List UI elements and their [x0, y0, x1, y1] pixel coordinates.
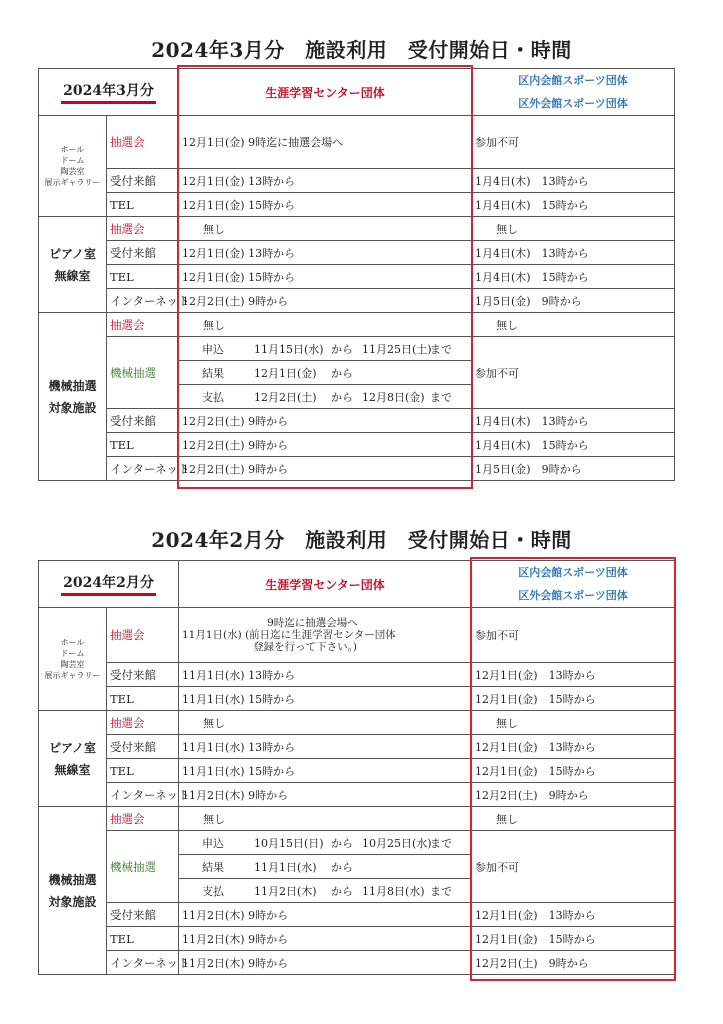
machine-date-to: 11月25日(土) [362, 342, 432, 356]
cell-col1: 無し [179, 807, 472, 831]
table-row [39, 927, 675, 951]
cell-col1 [179, 608, 472, 663]
table-row [39, 903, 675, 927]
group-name-line: 対象施設 [48, 894, 97, 909]
cell-col2: 12月1日(金) 13時から [472, 903, 675, 927]
group-name-line: 展示ギャラリー [44, 671, 101, 680]
row-label-tel: TEL [107, 193, 179, 217]
machine-date-from: 12月1日(金) [254, 366, 317, 380]
cell-col2: 無し [472, 313, 675, 337]
row-label-machine: 機械抽選 [107, 337, 179, 409]
group-name-line: 陶芸室 [60, 660, 85, 669]
cell-col1: 無し [179, 313, 472, 337]
table-row [39, 951, 675, 975]
machine-from: から [331, 836, 353, 850]
table-row [39, 193, 675, 217]
table-row [39, 313, 675, 337]
row-label-visit: 受付来館 [107, 663, 179, 687]
table-header-row [39, 69, 675, 116]
month-label: 2024年2月分 [61, 572, 156, 596]
cell-col2: 12月2日(土) 9時から [472, 783, 675, 807]
table-row [39, 169, 675, 193]
group-name-line: 陶芸室 [60, 167, 85, 176]
month-label: 2024年3月分 [61, 80, 156, 104]
cell-col1: 12月1日(金) 13時から [179, 241, 472, 265]
row-label-internet: インターネット [107, 783, 179, 807]
machine-until [430, 859, 460, 875]
row-label-lottery: 抽選会 [107, 217, 179, 241]
machine-until: まで [430, 836, 452, 850]
group-name-line: ホール [60, 638, 85, 647]
cell-col2: 1月4日(木) 13時から [472, 241, 675, 265]
machine-line [179, 385, 472, 409]
cell-col1: 12月2日(土) 9時から [179, 409, 472, 433]
group-name-line: 無線室 [54, 762, 91, 777]
cell-col1: 11月2日(木) 9時から [179, 903, 472, 927]
group-name-line: ピアノ室 [48, 740, 97, 755]
machine-line [179, 337, 472, 361]
cell-col2: 12月1日(金) 15時から [472, 687, 675, 711]
table-row [39, 663, 675, 687]
machine-until [430, 365, 460, 381]
cell-col1: 12月1日(金) 13時から [179, 169, 472, 193]
machine-from: から [331, 884, 353, 898]
row-label-internet: インターネット [107, 951, 179, 975]
cell-col2: 参加不可 [472, 831, 675, 903]
machine-date-to: 12月8日(金) [362, 390, 425, 404]
row-label-tel: TEL [107, 433, 179, 457]
group-name-line: 展示ギャラリー [44, 178, 101, 187]
table-row [39, 217, 675, 241]
cell-col2: 参加不可 [472, 608, 675, 663]
table-row [39, 289, 675, 313]
row-label-lottery: 抽選会 [107, 711, 179, 735]
machine-from: から [331, 390, 353, 404]
cell-col2: 1月4日(木) 13時から [472, 169, 675, 193]
group-piano [39, 217, 107, 313]
machine-from: から [331, 366, 353, 380]
machine-date-to [362, 859, 430, 875]
cell-col2: 12月2日(土) 9時から [472, 951, 675, 975]
row-label-lottery: 抽選会 [107, 313, 179, 337]
schedule-table-february [38, 560, 675, 975]
cell-col2: 1月5日(金) 9時から [472, 457, 675, 481]
col-header-lifelong-learning: 生涯学習センター団体 [179, 561, 472, 608]
table-row [39, 433, 675, 457]
machine-until: まで [430, 390, 452, 404]
machine-date-to [362, 365, 430, 381]
cell-col1: 12月2日(土) 9時から [179, 457, 472, 481]
table-row [39, 687, 675, 711]
row-label-lottery: 抽選会 [107, 608, 179, 663]
machine-key: 支払 [202, 390, 224, 404]
cell-col1: 11月1日(水) 13時から [179, 663, 472, 687]
machine-date-to: 11月8日(水) [362, 884, 425, 898]
cell-col1: 11月1日(水) 15時から [179, 687, 472, 711]
table-row [39, 759, 675, 783]
group-piano [39, 711, 107, 807]
col-header-lifelong-learning: 生涯学習センター団体 [179, 69, 472, 116]
machine-date-from: 10月15日(日) [254, 836, 324, 850]
lottery-note-line: 9時迄に抽選会場へ [267, 617, 358, 629]
cell-col1: 11月2日(木) 9時から [179, 927, 472, 951]
table-row [39, 457, 675, 481]
table-row [39, 265, 675, 289]
machine-date-to: 10月25日(水) [362, 836, 432, 850]
table-row [39, 735, 675, 759]
table-row [39, 807, 675, 831]
cell-col1: 12月1日(金) 9時迄に抽選会場へ [179, 116, 472, 169]
cell-col1: 11月2日(木) 9時から [179, 783, 472, 807]
table-row [39, 409, 675, 433]
col-header-sports-line2: 区外会館スポーツ団体 [518, 97, 628, 110]
lottery-note-line: (前日迄に生涯学習センター団体 [245, 629, 396, 641]
table-row [39, 241, 675, 265]
row-label-visit: 受付来館 [107, 903, 179, 927]
cell-col2: 1月4日(木) 15時から [472, 265, 675, 289]
cell-col1: 12月1日(金) 15時から [179, 193, 472, 217]
row-label-visit: 受付来館 [107, 409, 179, 433]
row-label-internet: インターネット [107, 457, 179, 481]
machine-key: 支払 [202, 884, 224, 898]
month-label-cell [39, 69, 179, 116]
table-row [39, 337, 675, 361]
page-title-march: 2024年3月分 施設利用 受付開始日・時間 [151, 38, 572, 62]
group-name-line: 対象施設 [48, 400, 97, 415]
row-label-lottery: 抽選会 [107, 807, 179, 831]
cell-col1: 11月1日(水) 15時から [179, 759, 472, 783]
month-label-cell [39, 561, 179, 608]
group-machine-lottery [39, 313, 107, 481]
row-label-lottery: 抽選会 [107, 116, 179, 169]
cell-col1: 11月1日(水) 13時から [179, 735, 472, 759]
machine-until: まで [430, 884, 452, 898]
group-machine-lottery [39, 807, 107, 975]
group-name-line: ホール [60, 145, 85, 154]
group-hall [39, 116, 107, 217]
machine-until: まで [430, 342, 452, 356]
lottery-note-line: 登録を行って下さい。) [253, 641, 357, 653]
group-name-line: 機械抽選 [48, 872, 97, 887]
machine-from: から [331, 860, 353, 874]
cell-col1: 11月2日(木) 9時から [179, 951, 472, 975]
row-label-tel: TEL [107, 927, 179, 951]
machine-line [179, 831, 472, 855]
cell-col2: 12月1日(金) 13時から [472, 663, 675, 687]
group-name-line: 機械抽選 [48, 378, 97, 393]
col-header-sports-line1: 区内会館スポーツ団体 [518, 74, 628, 87]
machine-date-from: 12月2日(土) [254, 390, 317, 404]
cell-col2: 参加不可 [472, 116, 675, 169]
machine-date-from: 11月15日(水) [254, 342, 324, 356]
lottery-date: 11月1日(水) [182, 629, 242, 641]
cell-col1: 無し [179, 217, 472, 241]
table-row [39, 608, 675, 663]
table-row [39, 831, 675, 855]
group-name-line: ピアノ室 [48, 246, 97, 261]
cell-col2: 12月1日(金) 15時から [472, 927, 675, 951]
table-row [39, 783, 675, 807]
row-label-visit: 受付来館 [107, 241, 179, 265]
group-name-line: ドーム [60, 649, 85, 658]
machine-line [179, 879, 472, 903]
row-label-tel: TEL [107, 759, 179, 783]
cell-col2: 無し [472, 217, 675, 241]
cell-col2: 12月1日(金) 15時から [472, 759, 675, 783]
col-header-sports-line2: 区外会館スポーツ団体 [518, 589, 628, 602]
schedule-table-march [38, 68, 675, 481]
cell-col2: 無し [472, 807, 675, 831]
row-label-visit: 受付来館 [107, 169, 179, 193]
group-hall [39, 608, 107, 711]
cell-col1: 12月1日(金) 15時から [179, 265, 472, 289]
row-label-machine: 機械抽選 [107, 831, 179, 903]
cell-col2: 1月5日(金) 9時から [472, 289, 675, 313]
machine-line [179, 361, 472, 385]
table-row [39, 116, 675, 169]
page-title-february: 2024年2月分 施設利用 受付開始日・時間 [151, 528, 572, 552]
row-label-internet: インターネット [107, 289, 179, 313]
row-label-visit: 受付来館 [107, 735, 179, 759]
lottery-note [245, 617, 465, 653]
machine-line [179, 855, 472, 879]
machine-from: から [331, 342, 353, 356]
group-name-line: ドーム [60, 156, 85, 165]
cell-col1: 無し [179, 711, 472, 735]
machine-date-from: 11月2日(木) [254, 884, 317, 898]
cell-col2: 1月4日(木) 13時から [472, 409, 675, 433]
table-header-row [39, 561, 675, 608]
cell-col2: 12月1日(金) 13時から [472, 735, 675, 759]
machine-key: 申込 [202, 342, 224, 356]
cell-col2: 1月4日(木) 15時から [472, 193, 675, 217]
col-header-sports [472, 561, 675, 608]
cell-col2: 無し [472, 711, 675, 735]
table-row [39, 711, 675, 735]
machine-key: 結果 [202, 860, 224, 874]
row-label-tel: TEL [107, 265, 179, 289]
cell-col1: 12月2日(土) 9時から [179, 289, 472, 313]
cell-col2: 1月4日(木) 15時から [472, 433, 675, 457]
col-header-sports-line1: 区内会館スポーツ団体 [518, 566, 628, 579]
cell-col1: 12月2日(土) 9時から [179, 433, 472, 457]
row-label-tel: TEL [107, 687, 179, 711]
machine-date-from: 11月1日(水) [254, 860, 317, 874]
group-name-line: 無線室 [54, 268, 91, 283]
cell-col2: 参加不可 [472, 337, 675, 409]
machine-key: 結果 [202, 366, 224, 380]
machine-key: 申込 [202, 836, 224, 850]
col-header-sports [472, 69, 675, 116]
